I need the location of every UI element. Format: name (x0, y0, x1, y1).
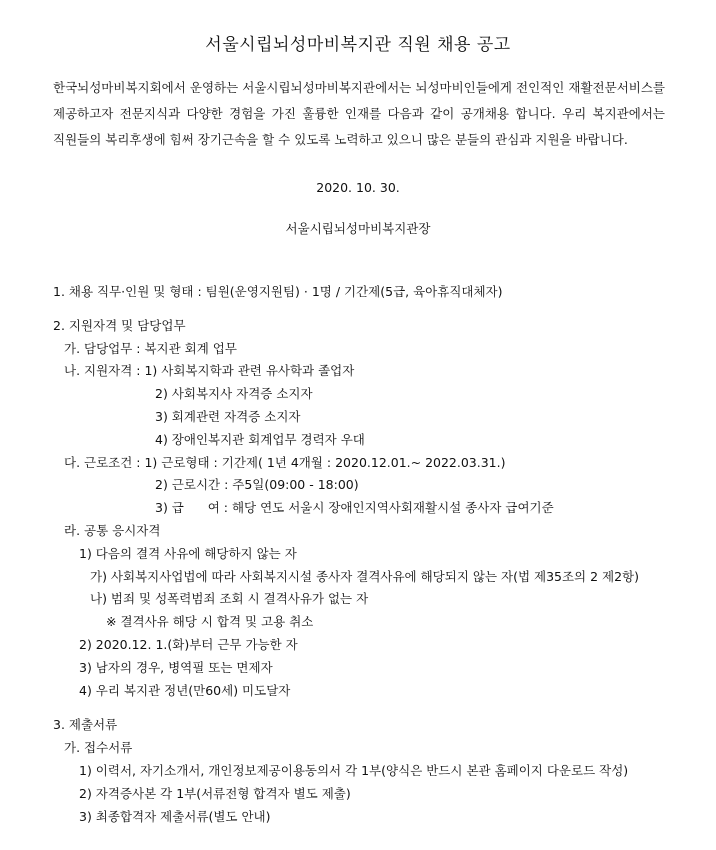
item-common-1-b: 나) 범죄 및 성폭력범죄 조회 시 결격사유가 없는 자 (90, 591, 369, 606)
item-common-heading: 라. 공통 응시자격 (64, 523, 161, 538)
item-documents-3: 3) 최종합격자 제출서류(별도 안내) (79, 809, 271, 824)
item-common-1: 1) 다음의 결격 사유에 해당하지 않는 자 (79, 546, 297, 561)
page-title: 서울시립뇌성마비복지관 직원 채용 공고 (205, 35, 511, 55)
item-documents-1: 1) 이력서, 자기소개서, 개인정보제공이용동의서 각 1부(양식은 반드시 본관 홈페이지 다운로드 작성) (79, 763, 629, 778)
announcement-date: 2020. 10. 30. (316, 180, 400, 195)
item-common-3: 3) 남자의 경우, 병역필 또는 면제자 (79, 660, 273, 675)
organization-signature: 서울시립뇌성마비복지관장 (285, 221, 431, 236)
item-condition-1: 다. 근로조건 : 1) 근로형태 : 기간제( 1년 4개월 : 2020.12.01.~ 2022.03.31.) (64, 455, 506, 470)
item-qualification-2: 2) 사회복지사 자격증 소지자 (155, 386, 313, 401)
item-common-1-a: 가) 사회복지사업법에 따라 사회복지시설 종사자 결격사유에 해당되지 않는 자(법 제35조의 2 제2항) (90, 569, 640, 584)
intro-paragraph: 한국뇌성마비복지회에서 운영하는 서울시립뇌성마비복지관에서는 뇌성마비인들에게 전인적인 재활전문서비스를 제공하고자 전문지식과 다양한 경험을 가진 훌륭한 인재를 다음과 같이 공개채용 합니다. 우리 복지관에서는 직원들의 복리후생에 힘써 장기근속을 할 수 있도록 노력하고 있으니 많은 분들의 관심과 지원을 바랍니다. (53, 80, 665, 147)
item-condition-3: 3) 급 여 : 해당 연도 서울시 장애인지역사회재활시설 종사자 급여기준 (155, 500, 554, 515)
item-duty: 가. 담당업무 : 복지관 회계 업무 (64, 341, 237, 356)
section-2-heading: 2. 지원자격 및 담당업무 (53, 318, 186, 333)
section-3-heading: 3. 제출서류 (53, 717, 118, 732)
item-common-2: 2) 2020.12. 1.(화)부터 근무 가능한 자 (79, 637, 298, 652)
item-qualification-1: 나. 지원자격 : 1) 사회복지학과 관련 유사학과 졸업자 (64, 363, 355, 378)
section-1-recruitment: 1. 채용 직무·인원 및 형태 : 팀원(운영지원팀) · 1명 / 기간제(5급, 육아휴직대체자) (53, 284, 503, 299)
item-qualification-3: 3) 회계관련 자격증 소지자 (155, 409, 301, 424)
item-condition-2: 2) 근로시간 : 주5일(09:00 - 18:00) (155, 477, 359, 492)
item-documents-heading: 가. 접수서류 (64, 740, 133, 755)
item-common-4: 4) 우리 복지관 정년(만60세) 미도달자 (79, 683, 291, 698)
item-common-note: ※ 결격사유 해당 시 합격 및 고용 취소 (106, 614, 314, 629)
item-documents-2: 2) 자격증사본 각 1부(서류전형 합격자 별도 제출) (79, 786, 351, 801)
item-qualification-4: 4) 장애인복지관 회계업무 경력자 우대 (155, 432, 365, 447)
